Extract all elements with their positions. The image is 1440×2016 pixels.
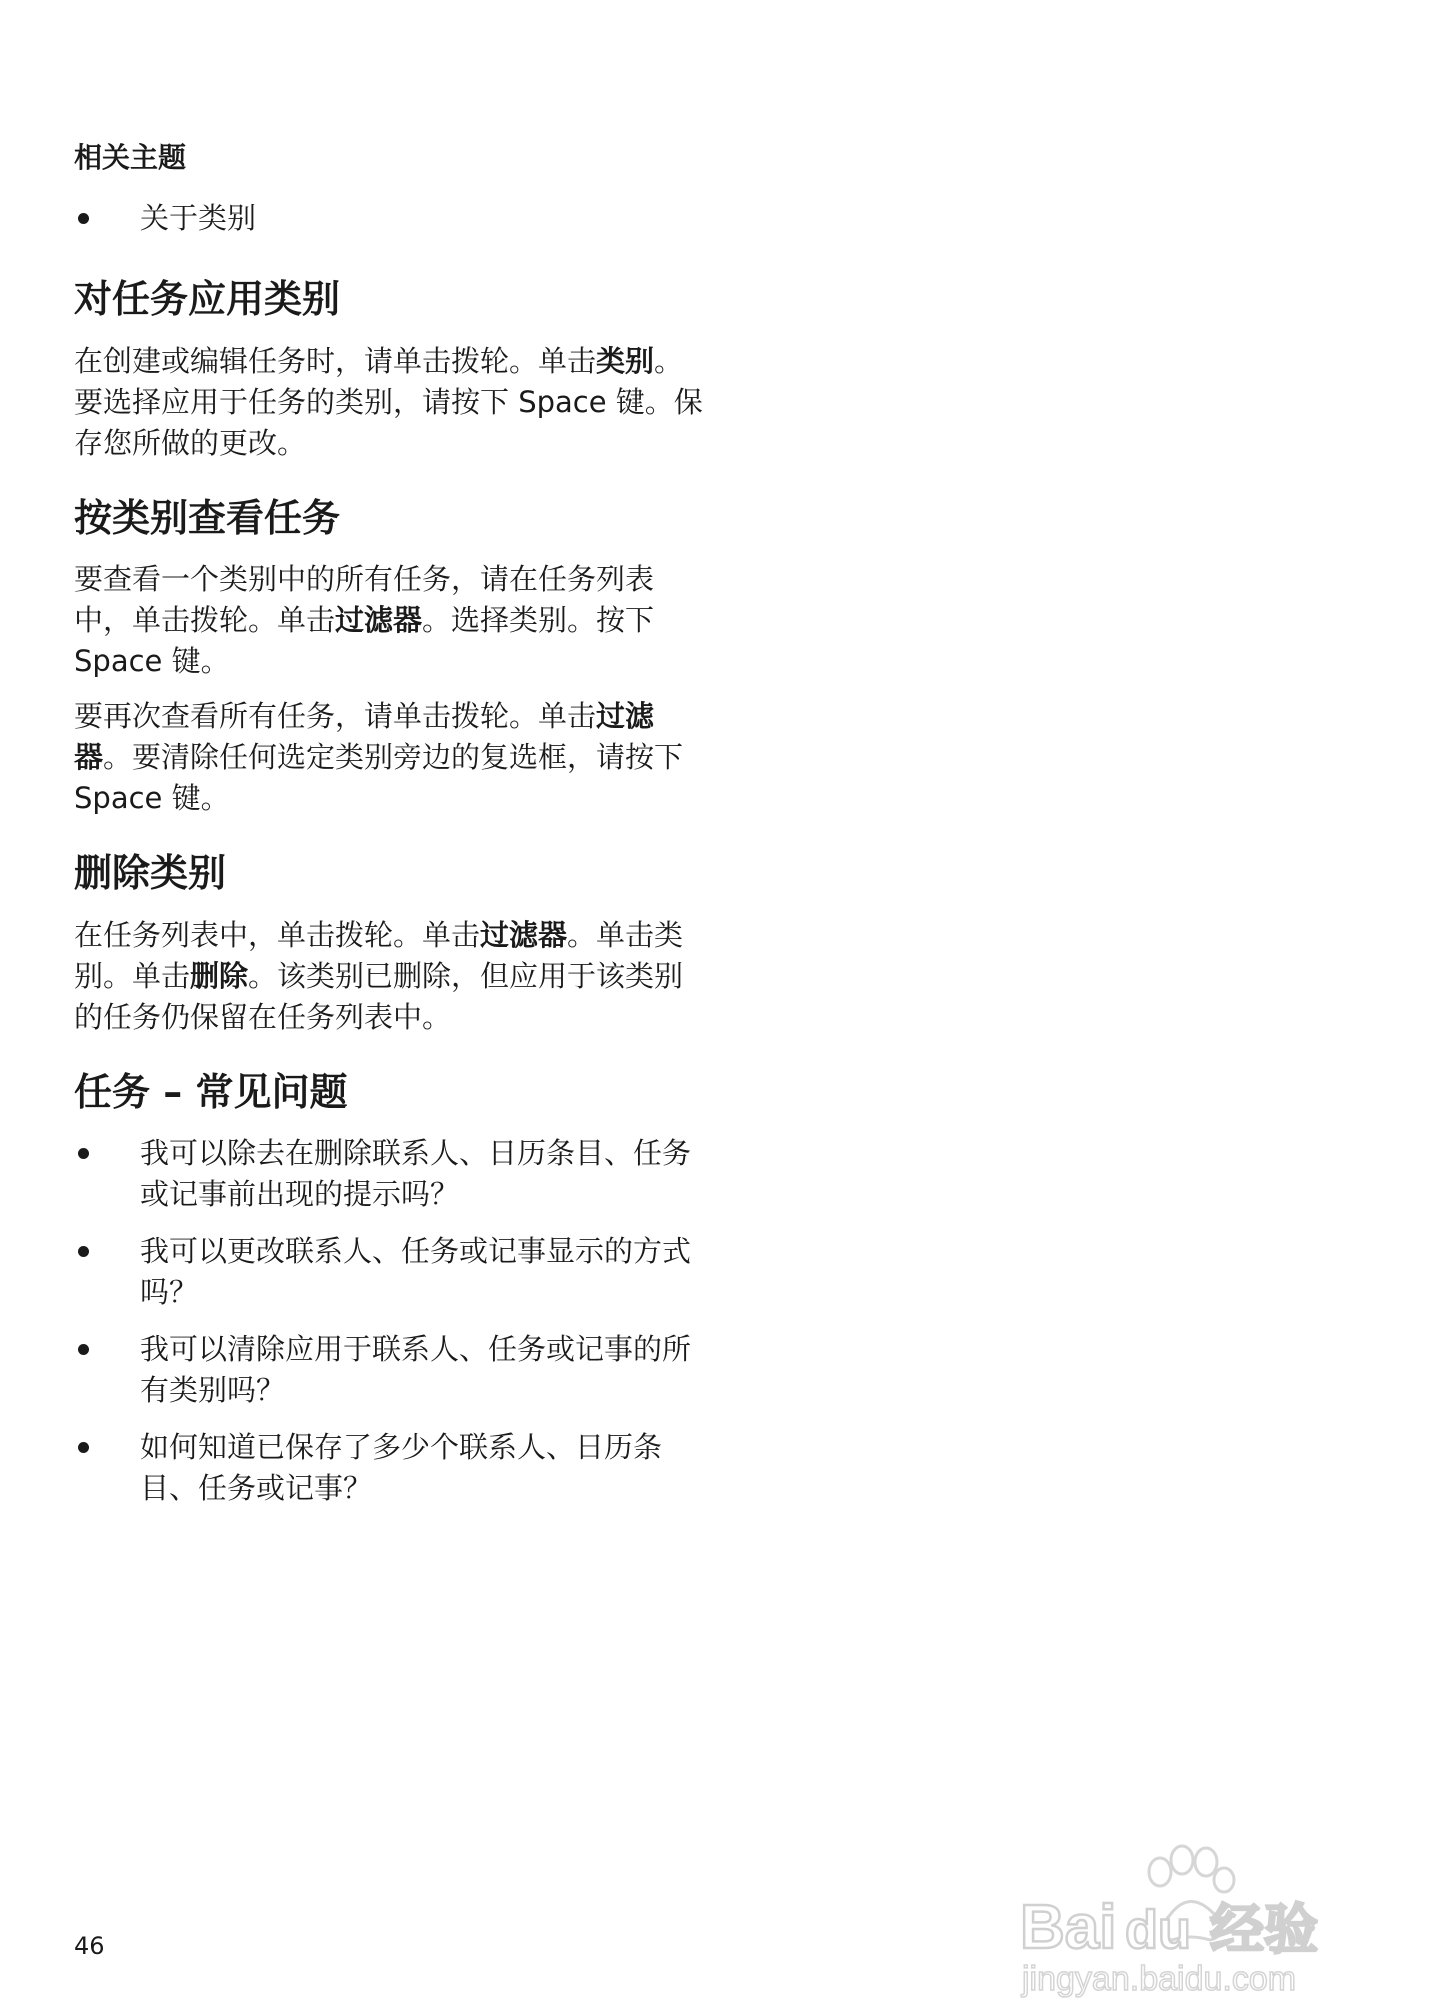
section-paragraph	[74, 915, 704, 1038]
section-title: 对任务应用类别	[74, 277, 341, 322]
bold-term: 删除	[190, 958, 249, 993]
bullet-icon	[78, 1442, 89, 1453]
paragraph-text: 。要清除任何选定类别旁边的复选框，请按下 Space 键。	[74, 740, 684, 816]
page-number: 46	[74, 1932, 105, 1960]
faq-item-label: 我可以更改联系人、任务或记事显示的方式吗？	[140, 1233, 692, 1309]
faq-item[interactable]	[74, 1329, 704, 1411]
related-topics-list	[74, 198, 704, 239]
paragraph-text: 。该类别已删除，但应用于该类别的任务仍保留在任务列表中。	[74, 958, 684, 1034]
svg-text:jingyan.baidu.com: jingyan.baidu.com	[1022, 1960, 1297, 1998]
related-topics-title: 相关主题	[74, 141, 187, 174]
bold-term: 过滤器	[335, 603, 423, 638]
section-paragraph	[74, 696, 704, 819]
section-delete-category	[74, 849, 704, 1037]
svg-text:Bai: Bai	[1020, 1893, 1117, 1962]
section-title: 按类别查看任务	[74, 495, 341, 540]
section-apply-category	[74, 275, 704, 463]
faq-item-label: 我可以除去在删除联系人、日历条目、任务或记事前出现的提示吗？	[140, 1135, 692, 1211]
faq-item-label: 我可以清除应用于联系人、任务或记事的所有类别吗？	[140, 1331, 692, 1407]
svg-text:经验: 经验	[1210, 1898, 1318, 1961]
bullet-icon	[78, 1246, 89, 1257]
paragraph-text: 在任务列表中，单击拨轮。单击	[74, 917, 481, 952]
faq-item[interactable]	[74, 1427, 704, 1509]
related-topics	[74, 140, 704, 239]
paragraph-text: 要再次查看所有任务，请单击拨轮。单击	[74, 699, 597, 734]
paragraph-text: 。选择类别。按下 Space 键。	[74, 603, 655, 679]
paragraph-text: 在创建或编辑任务时，请单击拨轮。单击	[74, 343, 597, 378]
paragraph-text: 。单击类别。单击	[74, 917, 684, 993]
bullet-icon	[78, 1148, 89, 1159]
baidu-jingyan-watermark-logo	[1010, 1830, 1390, 2000]
bold-term: 类别	[596, 343, 655, 378]
faq-item[interactable]	[74, 1133, 704, 1215]
bold-term: 过滤器	[74, 699, 655, 775]
section-title: 任务 – 常见问题	[74, 1069, 348, 1114]
section-paragraph	[74, 341, 704, 464]
page-content	[74, 140, 704, 1525]
paragraph-text: 。要选择应用于任务的类别，请按下 Space 键。保存您所做的更改。	[74, 343, 703, 460]
related-topic-label: 关于类别	[140, 201, 257, 236]
bullet-icon	[78, 213, 89, 224]
svg-text:du: du	[1125, 1900, 1191, 1960]
section-view-by-category	[74, 494, 704, 819]
faq-list	[74, 1133, 704, 1509]
bullet-icon	[78, 1344, 89, 1355]
section-faq	[74, 1068, 704, 1509]
section-paragraph	[74, 559, 704, 682]
paragraph-text: 要查看一个类别中的所有任务，请在任务列表中，单击拨轮。单击	[74, 562, 655, 638]
section-title: 删除类别	[74, 851, 227, 896]
bold-term: 过滤器	[480, 917, 568, 952]
faq-item-label: 如何知道已保存了多少个联系人、日历条目、任务或记事？	[140, 1429, 663, 1505]
faq-item[interactable]	[74, 1231, 704, 1313]
related-topic-link[interactable]	[74, 198, 704, 239]
